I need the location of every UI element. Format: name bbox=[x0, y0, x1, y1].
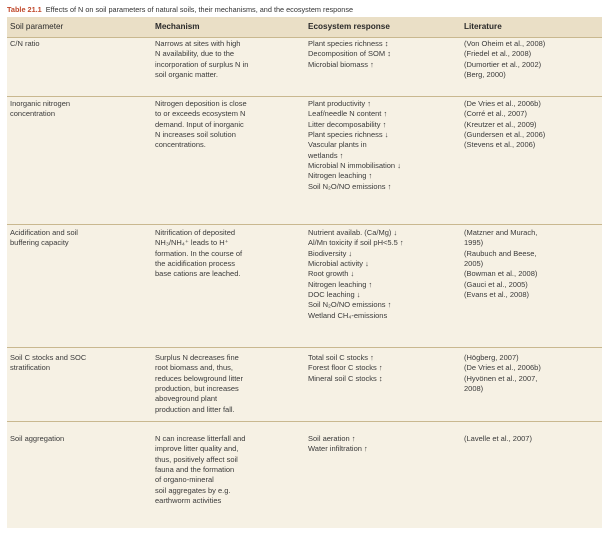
cell-line: Wetland CH₄-emissions bbox=[308, 310, 388, 320]
cell-line: to or exceeds ecosystem N bbox=[155, 109, 246, 119]
cell-line: base cations are leached. bbox=[155, 269, 241, 279]
cell-line: NH₃/NH₄⁺ leads to H⁺ bbox=[155, 238, 229, 248]
cell-line: (Von Oheim et al., 2008) bbox=[464, 39, 546, 48]
header-literature: Literature bbox=[464, 22, 502, 31]
cell-line: incorporation of surplus N in bbox=[155, 59, 249, 69]
header-soil-parameter: Soil parameter bbox=[10, 22, 64, 31]
cell-response bbox=[308, 99, 468, 192]
table-caption bbox=[7, 5, 353, 14]
cell-line: 2008) bbox=[464, 384, 484, 394]
cell-line: N increases soil solution bbox=[155, 130, 236, 140]
table-label: Table 21.1 bbox=[7, 5, 42, 14]
row-divider bbox=[7, 224, 602, 225]
cell-literature bbox=[464, 353, 602, 394]
cell-line: (Berg, 2000) bbox=[464, 70, 506, 80]
cell-line: N can increase litterfall and bbox=[155, 434, 246, 443]
cell-line: Nutrient availab. (Ca/Mg) ↓ bbox=[308, 228, 398, 237]
cell-line: Al/Mn toxicity if soil pH<5.5 ↑ bbox=[308, 238, 404, 248]
row-divider bbox=[7, 96, 602, 97]
cell-line: stratification bbox=[10, 363, 51, 373]
cell-line: Forest floor C stocks ↑ bbox=[308, 363, 383, 373]
cell-mechanism bbox=[155, 353, 305, 415]
cell-line: Water infiltration ↑ bbox=[308, 444, 368, 454]
cell-line: demand. Input of inorganic bbox=[155, 119, 244, 129]
cell-line: Soil aggregation bbox=[10, 434, 65, 443]
cell-line: (Dumortier et al., 2002) bbox=[464, 59, 542, 69]
cell-line: improve litter quality and, bbox=[155, 444, 239, 454]
cell-line: (Evans et al., 2008) bbox=[464, 290, 530, 300]
cell-line: Vascular plants in bbox=[308, 140, 367, 150]
cell-line: (Gauci et al., 2005) bbox=[464, 279, 528, 289]
cell-line: fauna and the formation bbox=[155, 465, 235, 475]
cell-line: Inorganic nitrogen bbox=[10, 99, 71, 108]
cell-line: (Stevens et al., 2006) bbox=[464, 140, 536, 150]
cell-line: Soil aeration ↑ bbox=[308, 434, 356, 443]
header-ecosystem-response: Ecosystem response bbox=[308, 22, 390, 31]
cell-line: (Bowman et al., 2008) bbox=[464, 269, 538, 279]
cell-line: concentrations. bbox=[155, 140, 206, 150]
cell-response bbox=[308, 39, 468, 70]
cell-line: (Kreutzer et al., 2009) bbox=[464, 119, 537, 129]
cell-line: aboveground plant bbox=[155, 394, 218, 404]
cell-line: Narrows at sites with high bbox=[155, 39, 241, 48]
cell-line: Nitrification of deposited bbox=[155, 228, 236, 237]
table-header-row bbox=[7, 17, 602, 38]
table-title: Effects of N on soil parameters of natural soils, their mechanisms, and the ecosystem response bbox=[45, 5, 354, 14]
cell-line: Mineral soil C stocks ↕ bbox=[308, 373, 383, 383]
cell-line: Plant productivity ↑ bbox=[308, 99, 371, 108]
cell-line: (Friedel et al., 2008) bbox=[464, 49, 532, 59]
cell-line: Decomposition of SOM ↕ bbox=[308, 49, 391, 59]
cell-mechanism bbox=[155, 39, 305, 80]
cell-mechanism bbox=[155, 434, 305, 506]
cell-line: concentration bbox=[10, 109, 56, 119]
cell-line: Soil C stocks and SOC bbox=[10, 353, 87, 362]
cell-literature bbox=[464, 228, 602, 300]
cell-literature bbox=[464, 99, 602, 151]
cell-line: DOC leaching ↓ bbox=[308, 290, 361, 300]
row-divider bbox=[7, 421, 602, 422]
cell-parameter bbox=[10, 434, 150, 444]
cell-line: Acidification and soil bbox=[10, 228, 78, 237]
cell-line: (Gundersen et al., 2006) bbox=[464, 130, 546, 140]
cell-line: Litter decomposability ↑ bbox=[308, 119, 387, 129]
cell-line: reduces belowground litter bbox=[155, 373, 243, 383]
cell-line: N availability, due to the bbox=[155, 49, 235, 59]
cell-line: earthworm activities bbox=[155, 496, 222, 506]
cell-line: soil aggregates by e.g. bbox=[155, 485, 231, 495]
cell-line: 1995) bbox=[464, 238, 484, 248]
cell-line: Leaf/needle N content ↑ bbox=[308, 109, 388, 119]
cell-line: C/N ratio bbox=[10, 39, 40, 48]
cell-parameter bbox=[10, 39, 150, 49]
cell-line: Nitrogen deposition is close bbox=[155, 99, 247, 108]
cell-line: (Corré et al., 2007) bbox=[464, 109, 527, 119]
cell-response bbox=[308, 228, 468, 321]
cell-line: 2005) bbox=[464, 259, 484, 269]
cell-line: Root growth ↓ bbox=[308, 269, 355, 279]
cell-line: thus, positively affect soil bbox=[155, 454, 238, 464]
row-divider bbox=[7, 347, 602, 348]
cell-parameter bbox=[10, 353, 150, 374]
cell-line: (Lavelle et al., 2007) bbox=[464, 434, 532, 443]
cell-literature bbox=[464, 434, 602, 444]
cell-mechanism bbox=[155, 228, 305, 280]
cell-line: (De Vries et al., 2006b) bbox=[464, 99, 541, 108]
cell-line: root biomass and, thus, bbox=[155, 363, 233, 373]
data-table bbox=[7, 17, 602, 528]
header-mechanism: Mechanism bbox=[155, 22, 200, 31]
cell-line: production, but increases bbox=[155, 384, 239, 394]
cell-line: Nitrogen leaching ↑ bbox=[308, 171, 373, 181]
cell-parameter bbox=[10, 228, 150, 249]
cell-line: Biodiversity ↓ bbox=[308, 248, 353, 258]
cell-line: Plant species richness ↓ bbox=[308, 130, 389, 140]
cell-line: production and litter fall. bbox=[155, 404, 235, 414]
cell-line: soil organic matter. bbox=[155, 70, 218, 80]
cell-line: formation. In the course of bbox=[155, 248, 243, 258]
cell-line: Nitrogen leaching ↑ bbox=[308, 279, 373, 289]
cell-line: Soil N₂O/NO emissions ↑ bbox=[308, 181, 392, 191]
cell-line: of organo-mineral bbox=[155, 475, 214, 485]
cell-line: (Matzner and Murach, bbox=[464, 228, 538, 237]
cell-response bbox=[308, 434, 468, 455]
cell-line: wetlands ↑ bbox=[308, 150, 344, 160]
cell-parameter bbox=[10, 99, 150, 120]
cell-line: Microbial biomass ↑ bbox=[308, 59, 374, 69]
cell-line: (De Vries et al., 2006b) bbox=[464, 363, 541, 373]
cell-literature bbox=[464, 39, 602, 80]
cell-line: Plant species richness ↕ bbox=[308, 39, 389, 48]
cell-line: Microbial activity ↓ bbox=[308, 259, 369, 269]
cell-line: buffering capacity bbox=[10, 238, 69, 248]
cell-line: (Högberg, 2007) bbox=[464, 353, 519, 362]
cell-line: (Hyvönen et al., 2007, bbox=[464, 373, 538, 383]
cell-line: Total soil C stocks ↑ bbox=[308, 353, 374, 362]
cell-line: Microbial N immobilisation ↓ bbox=[308, 161, 401, 171]
cell-mechanism bbox=[155, 99, 305, 151]
cell-response bbox=[308, 353, 468, 384]
cell-line: (Raubuch and Beese, bbox=[464, 248, 537, 258]
cell-line: Surplus N decreases fine bbox=[155, 353, 239, 362]
cell-line: Soil N₂O/NO emissions ↑ bbox=[308, 300, 392, 310]
cell-line: the acidification process bbox=[155, 259, 236, 269]
